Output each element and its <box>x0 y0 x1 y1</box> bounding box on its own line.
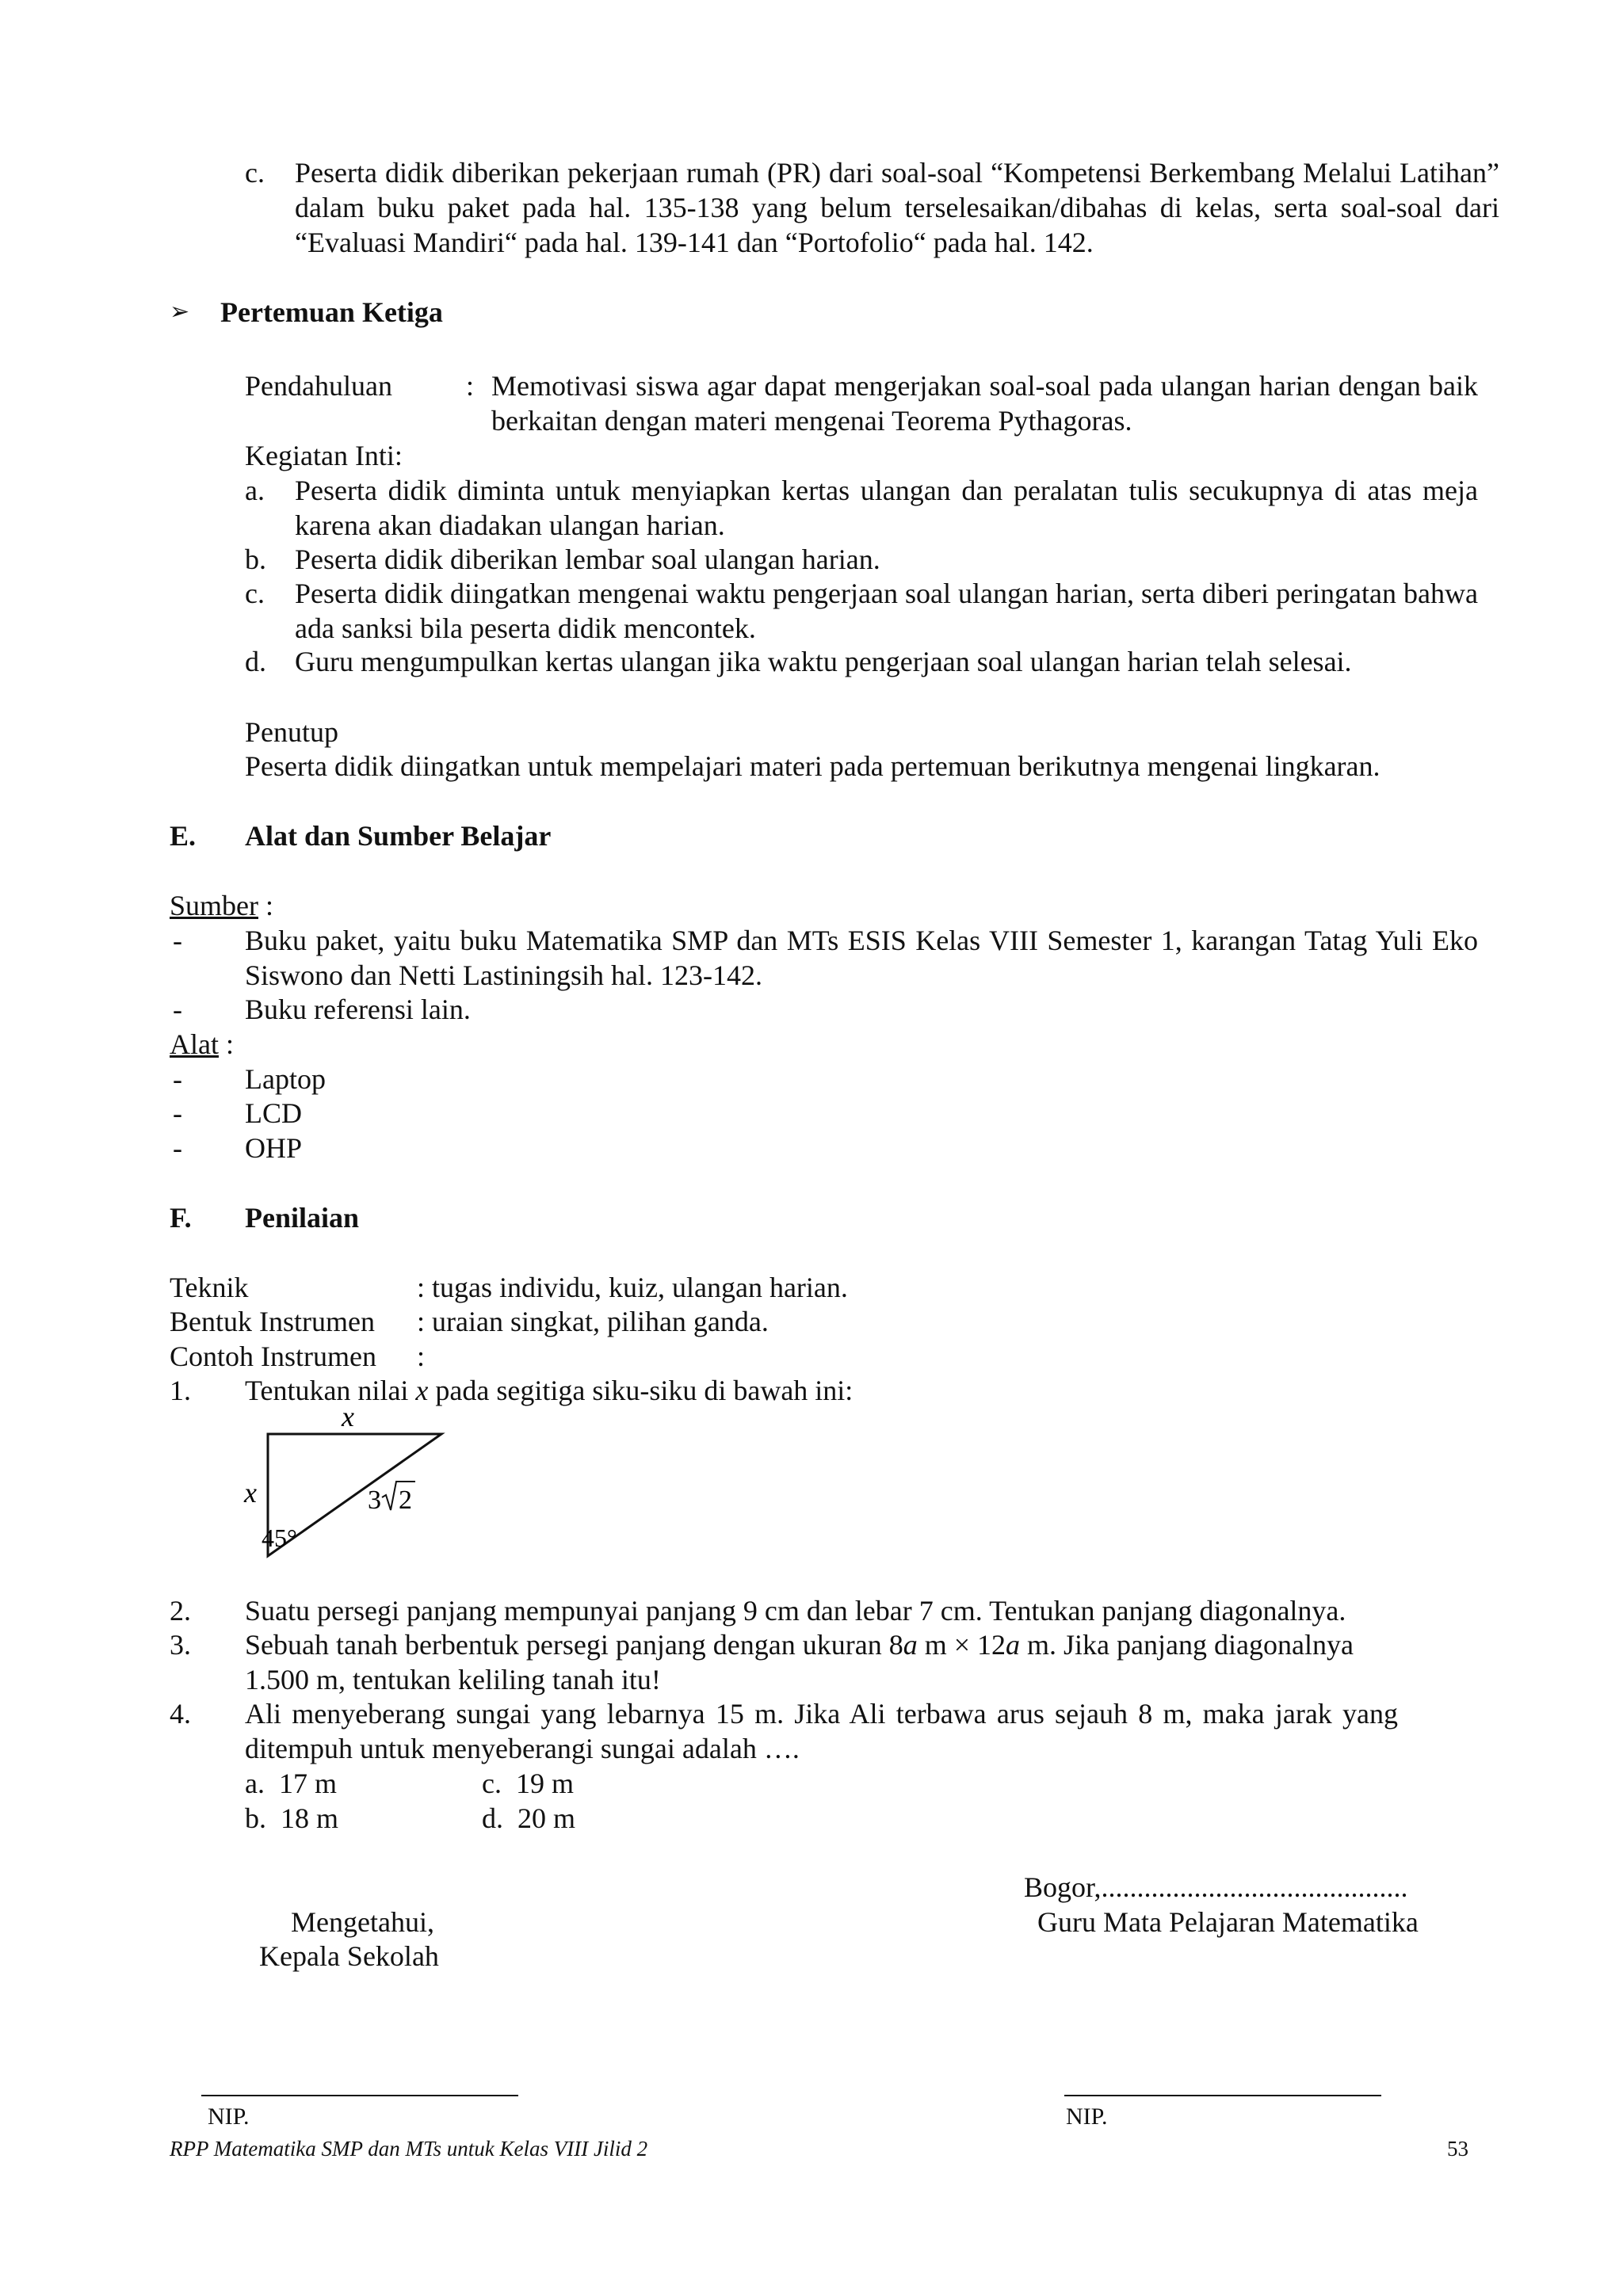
q4-text: Ali menyeberang sungai yang lebarnya 15 m. Jika Ali terbawa arus sejauh 8 m, maka jarak yang ditempuh untuk menyeberangi sungai adalah …. <box>245 1698 1398 1764</box>
q3-part1: Sebuah tanah berbentuk persegi panjang dengan ukuran 8 <box>245 1629 903 1661</box>
contoh-value: : <box>417 1341 426 1372</box>
alat-label-text: Alat <box>170 1028 219 1060</box>
sumber-dash: - <box>173 994 182 1025</box>
q3-number: 3. <box>170 1629 191 1661</box>
q4-option-label: b. <box>245 1802 266 1834</box>
core-item-text: Peserta didik diminta untuk menyiapkan kertas ulangan dan peralatan tulis secukupnya di atas meja karena akan diadakan ulangan harian. <box>295 475 1478 541</box>
alat-colon: : <box>218 1028 234 1060</box>
q4-option-value: 19 m <box>515 1768 574 1799</box>
section-f-letter: F. <box>170 1202 192 1234</box>
intro-colon: : <box>466 370 475 402</box>
q2-text: Suatu persegi panjang mempunyai panjang 9 cm dan lebar 7 cm. Tentukan panjang diagonalnya. <box>245 1595 1346 1627</box>
q3-text-line2: 1.500 m, tentukan keliling tanah itu! <box>245 1664 661 1695</box>
left-side-label: x <box>244 1477 257 1508</box>
q3-var2: a <box>1006 1629 1021 1661</box>
q4-option-label: c. <box>482 1768 502 1799</box>
teknik-label: Teknik <box>170 1272 249 1303</box>
q4-option <box>245 1766 337 1801</box>
meeting3-heading: Pertemuan Ketiga <box>220 296 443 328</box>
contoh-label: Contoh Instrumen <box>170 1341 376 1372</box>
right-signature-line <box>1064 2095 1381 2096</box>
left-signer-title: Kepala Sekolah <box>259 1940 439 1972</box>
section-f-title: Penilaian <box>245 1202 360 1234</box>
core-item-marker: a. <box>245 475 265 506</box>
sumber-item-text: Buku paket, yaitu buku Matematika SMP dan MTs ESIS Kelas VIII Semester 1, karangan Tatag Yuli Eko Siswono dan Netti Lastiningsih hal. 123-142. <box>245 925 1478 991</box>
q4-option-label: d. <box>482 1802 503 1834</box>
right-triangle-figure <box>238 1402 468 1569</box>
q3-part3: m. Jika panjang diagonalnya <box>1020 1629 1354 1661</box>
sumber-label <box>170 888 273 923</box>
alat-label <box>170 1027 234 1062</box>
pr-item-text: Peserta didik diberikan pekerjaan rumah (PR) dari soal-soal “Kompetensi Berkembang Melalui Latihan” dalam buku paket pada hal. 135-138 yang belum terselesaikan/dibahas di kelas, serta soal-soal dari “Evaluasi Mandiri“ pada hal. 139-141 dan “Portofolio“ pada hal. 142. <box>295 157 1499 258</box>
alat-item-text: LCD <box>245 1097 302 1129</box>
q4-option-value: 20 m <box>517 1802 576 1834</box>
q4-option <box>482 1766 574 1801</box>
q3-var1: a <box>903 1629 918 1661</box>
q4-number: 4. <box>170 1698 191 1730</box>
hypotenuse-coef: 3 <box>368 1486 381 1515</box>
q1-number: 1. <box>170 1375 191 1406</box>
q3-text <box>245 1627 1354 1662</box>
sumber-item-text: Buku referensi lain. <box>245 994 471 1025</box>
left-signer-line1: Mengetahui, <box>291 1906 434 1938</box>
q2-number: 2. <box>170 1595 191 1627</box>
q1-text-after: pada segitiga siku-siku di bawah ini: <box>428 1375 854 1406</box>
alat-dash: - <box>173 1132 182 1164</box>
angle-label: 45° <box>262 1524 297 1552</box>
right-signer-title: Guru Mata Pelajaran Matematika <box>1037 1906 1419 1938</box>
core-item-text: Peserta didik diingatkan mengenai waktu pengerjaan soal ulangan harian, serta diberi peringatan bahwa ada sanksi bila peserta didik mencontek. <box>295 578 1478 644</box>
alat-item-text: Laptop <box>245 1063 326 1095</box>
top-side-label: x <box>342 1402 354 1432</box>
core-item-marker: c. <box>245 578 265 609</box>
q1-text-before: Tentukan nilai <box>245 1375 416 1406</box>
nip-right: NIP. <box>1066 2103 1108 2130</box>
sumber-dash: - <box>173 925 182 956</box>
q4-option-value: 18 m <box>281 1802 339 1834</box>
core-item-text: Peserta didik diberikan lembar soal ulangan harian. <box>295 543 880 575</box>
section-e-letter: E. <box>170 820 197 852</box>
arrow-bullet-icon: ➢ <box>170 298 190 326</box>
page-number: 53 <box>1447 2137 1468 2161</box>
teknik-value: : tugas individu, kuiz, ulangan harian. <box>417 1272 848 1303</box>
q4-option-value: 17 m <box>278 1768 337 1799</box>
core-activities-label: Kegiatan Inti: <box>245 440 403 471</box>
sumber-colon: : <box>258 890 274 921</box>
section-e-title: Alat dan Sumber Belajar <box>245 820 552 852</box>
nip-left: NIP. <box>208 2103 250 2130</box>
left-signature-line <box>201 2095 518 2096</box>
hypotenuse-radicand: 2 <box>399 1486 412 1515</box>
core-item-marker: b. <box>245 543 266 575</box>
core-item-marker: d. <box>245 646 266 677</box>
alat-item-text: OHP <box>245 1132 303 1164</box>
q4-option <box>245 1801 338 1836</box>
closing-label: Penutup <box>245 716 339 748</box>
alat-dash: - <box>173 1063 182 1095</box>
alat-dash: - <box>173 1097 182 1129</box>
place-date: Bogor,........................................... <box>1024 1871 1408 1903</box>
footer-title: RPP Matematika SMP dan MTs untuk Kelas VIII Jilid 2 <box>170 2137 648 2161</box>
q1-var: x <box>415 1375 429 1406</box>
intro-text: Memotivasi siswa agar dapat mengerjakan soal-soal pada ulangan harian dengan baik berkaitan dengan materi mengenai Teorema Pythagoras. <box>491 370 1478 437</box>
closing-text: Peserta didik diingatkan untuk mempelajari materi pada pertemuan berikutnya mengenai lingkaran. <box>245 750 1381 782</box>
q4-option <box>482 1801 575 1836</box>
q3-part2: m × 12 <box>917 1629 1006 1661</box>
bentuk-value: : uraian singkat, pilihan ganda. <box>417 1306 769 1337</box>
q4-option-label: a. <box>245 1768 265 1799</box>
core-item-text: Guru mengumpulkan kertas ulangan jika waktu pengerjaan soal ulangan harian telah selesai. <box>295 646 1352 677</box>
sumber-label-text: Sumber <box>170 890 258 921</box>
pr-item-marker: c. <box>245 157 265 189</box>
intro-label: Pendahuluan <box>245 370 392 402</box>
bentuk-label: Bentuk Instrumen <box>170 1306 375 1337</box>
